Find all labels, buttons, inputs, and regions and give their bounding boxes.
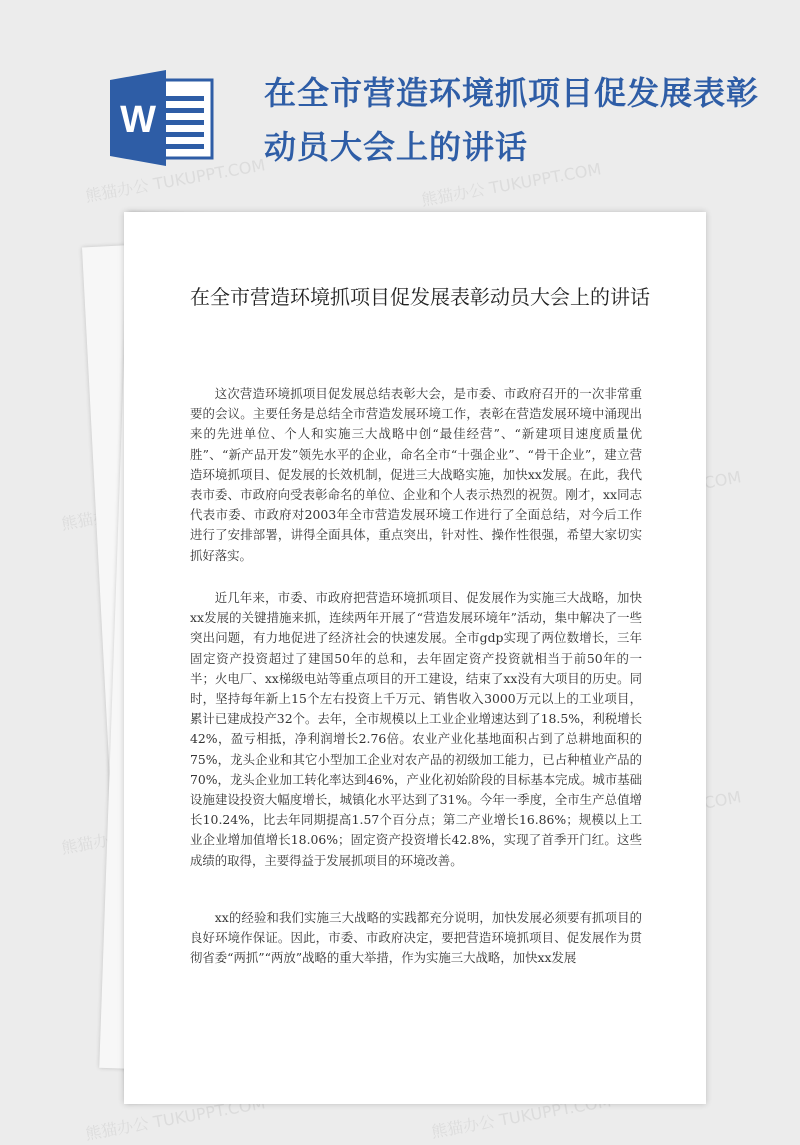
- watermark: 熊猫办公 TUKUPPT.COM: [83, 155, 267, 206]
- watermark: 熊猫办公 TUKUPPT.COM: [419, 159, 603, 210]
- svg-text:W: W: [120, 99, 156, 141]
- word-document-icon: [108, 70, 216, 166]
- paragraph-3: xx的经验和我们实施三大战略的实践都充分说明，加快发展必须要有抓项目的良好环境作保证。因此，市委、市政府决定，要把营造环境抓项目、促发展作为贯彻省委“两抓”“两放”战略的重大举措，作为实施三大战略，加快xx发展: [190, 910, 642, 966]
- watermark: 熊猫办公: [59, 503, 127, 534]
- header-title: 在全市营造环境抓项目促发展表彰动员大会上的讲话: [264, 74, 760, 166]
- document-title: 在全市营造环境抓项目促发展表彰动员大会上的讲话: [190, 285, 650, 309]
- header-banner: [0, 0, 800, 200]
- paragraph-1: 这次营造环境抓项目促发展总结表彰大会，是市委、市政府召开的一次非常重要的会议。主要任务是总结全市营造发展环境工作，表彰在营造发展环境中涌现出来的先进单位、个人和实施三大战略中创“最佳经营”、“新建项目速度质量优胜”、“新产品开发”领先水平的企业，命名全市“十强企业”、“骨干企业”，建立营造环境抓项目、促发展的长效机制，促进三大战略实施，加快xx发展。在此，我代表市委、市政府向受表彰命名的单位、企业和个人表示热烈的祝贺。刚才，xx同志代表市委、市政府对2003年全市营造发展环境工作进行了全面总结，对今后工作进行了安排部署，讲得全面具体，重点突出，针对性、操作性很强，希望大家切实抓好落实。: [190, 386, 642, 563]
- watermark: 熊猫办公 TUKUPPT.COM: [429, 1091, 613, 1142]
- paragraph-2: 近几年来，市委、市政府把营造环境抓项目、促发展作为实施三大战略，加快xx发展的关键措施来抓，连续两年开展了“营造发展环境年”活动，集中解决了一些突出问题，有力地促进了经济社会的快速发展。全市gdp实现了两位数增长，三年固定资产投资超过了建国50年的总和，去年固定资产投资就相当于前50年的一半；火电厂、xx梯级电站等重点项目的开工建设，结束了xx没有大项目的历史。同时，坚持每年新上15个左右投资上千万元、销售收入3000万元以上的工业项目，累计已建成投产32个。去年，全市规模以上工业企业增速达到了18.5%，利税增长42%，盈亏相抵，净利润增长2.76倍。农业产业化基地面积占到了总耕地面积的75%，龙头企业和其它小型加工企业对农产品的初级加工能力，已占种植业产品的70%，龙头企业加工转化率达到46%，产业化初始阶段的目标基本完成。城市基础设施建设投资大幅度增长，城镇化水平达到了31%。今年一季度，全市生产总值增长10.24%，比去年同期提高1.57个百分点；第二产业增长16.86%；规模以上工业企业增加值增长18.06%；固定资产投资增长42.8%，实现了首季开门红。这些成绩的取得，主要得益于发展抓项目的环境改善。: [190, 590, 642, 868]
- watermark: 熊猫办公 TUKUPPT.COM: [83, 1093, 267, 1144]
- document-page: [124, 212, 706, 1104]
- watermark: 熊猫办公: [59, 827, 127, 858]
